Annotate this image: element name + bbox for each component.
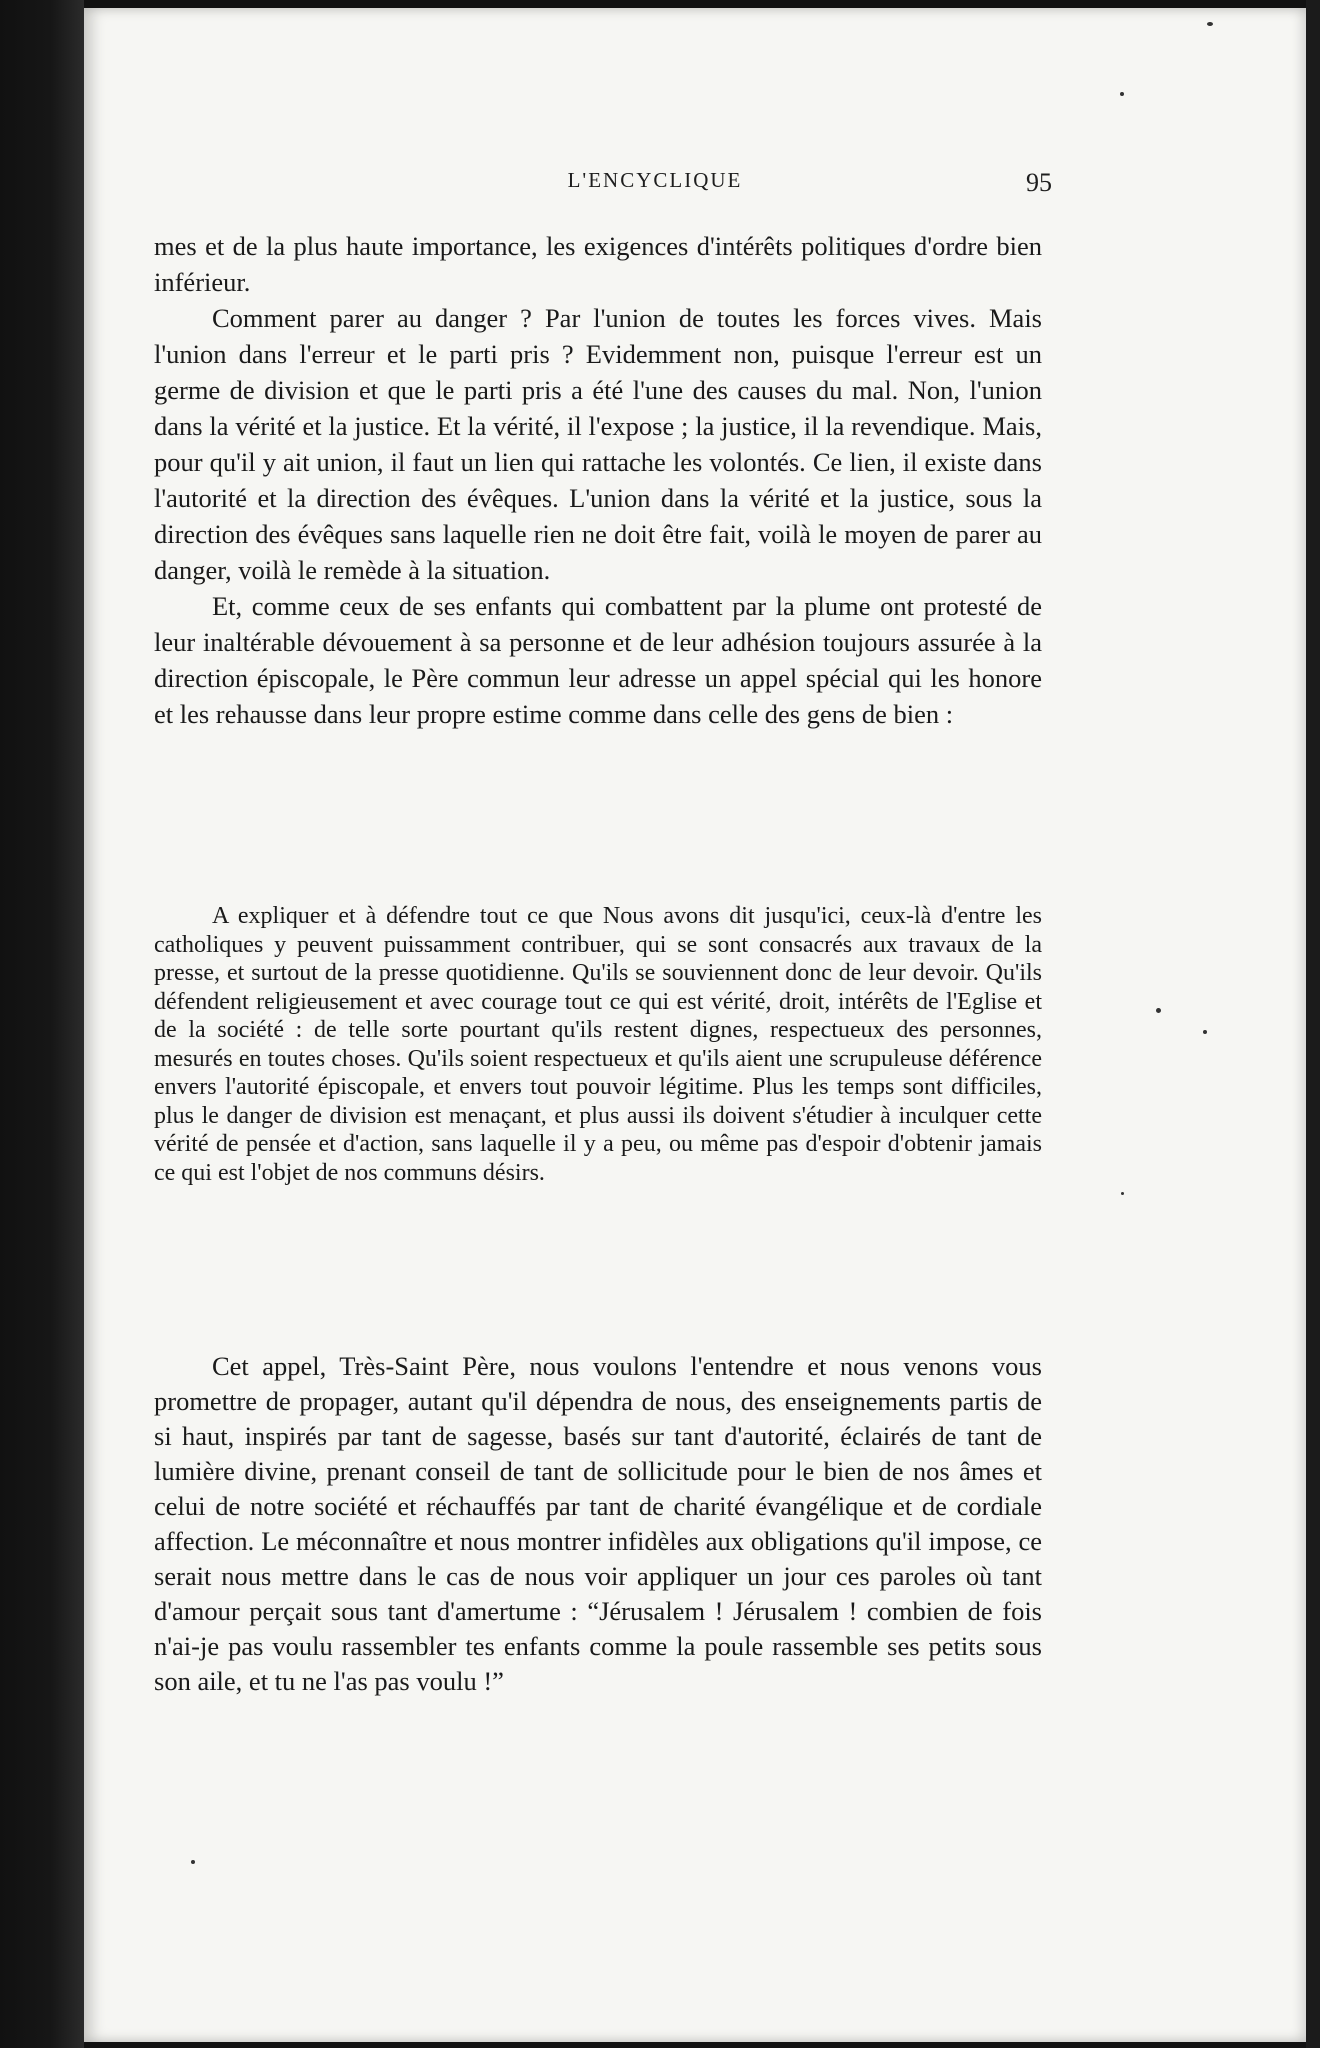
- speck: [191, 1860, 195, 1864]
- speck: [1121, 1192, 1124, 1195]
- closing-paragraph: Cet appel, Très-Saint Père, nous voulons l'entendre et nous venons vous promettre de propager, autant qu'il dépendra de nous, des enseignements partis de si haut, inspirés par tant de sagesse, basés sur tant d'autorité, éclairés de tant de lumière divine, prenant conseil de tant de sollicitude pour le bien de nos âmes et celui de notre société et réchauffés par tant de charité évangélique et de cordiale affection. Le méconnaître et nous montrer infidèles aux obligations qu'il impose, ce serait nous mettre dans le cas de nous voir appliquer un jour ces paroles où tant d'amour perçait sous tant d'amertume : “Jérusalem ! Jérusalem ! combien de fois n'ai-je pas voulu rassembler tes enfants comme la poule rassemble ses petits sous son aile, et tu ne l'as pas voulu !”: [154, 1351, 1042, 1696]
- paragraph-appeal-intro: Et, comme ceux de ses enfants qui combattent par la plume ont protesté de leur inaltérable dévouement à sa personne et de leur adhésion toujours assurée à la direction épiscopale, le Père commun leur adresse un appel spécial qui les honore et les rehausse dans leur propre estime comme dans celle des gens de bien :: [154, 591, 1042, 729]
- speck: [1120, 92, 1124, 96]
- scan-right-margin: [1306, 0, 1320, 2048]
- speck: [1207, 22, 1213, 26]
- quote-paragraph: A expliquer et à défendre tout ce que Nous avons dit jusqu'ici, ceux-là d'entre les catholiques y peuvent puissamment contribuer, qui se sont consacrés aux travaux de la presse, et surtout de la presse quotidienne. Qu'ils se souviennent donc de leur devoir. Qu'ils défendent religieusement et avec courage tout ce qui est vérité, droit, intérêts de l'Eglise et de la société : de telle sorte pourtant qu'ils restent dignes, respectueux des personnes, mesurés en toutes choses. Qu'ils soient respectueux et qu'ils aient une scrupuleuse déférence envers l'autorité épiscopale, et envers tout pouvoir légitime. Plus les temps sont difficiles, plus le danger de division est menaçant, et plus aussi ils doivent s'étudier à inculquer cette vérité de pensée et d'action, sans laquelle il y a peu, ou même pas d'espoir d'obtenir jamais ce qui est l'objet de nos communs désirs.: [154, 903, 1042, 1186]
- paragraph-continuation: mes et de la plus haute importance, les exigences d'intérêts politiques d'ordre bien inférieur.: [154, 231, 1042, 297]
- scan-left-margin: [0, 0, 84, 2048]
- closing-text: [154, 1349, 1042, 1699]
- paragraph-union: Comment parer au danger ? Par l'union de toutes les forces vives. Mais l'union dans l'erreur et le parti pris ? Evidemment non, puisque l'erreur est un germe de division et que le parti pris a été l'une des causes du mal. Non, l'union dans la vérité et la justice. Et la vérité, il l'expose ; la justice, il la revendique. Mais, pour qu'il y ait union, il faut un lien qui rattache les volontés. Ce lien, il existe dans l'autorité et la direction des évêques. L'union dans la vérité et la justice, sous la direction des évêques sans laquelle rien ne doit être fait, voilà le moyen de parer au danger, voilà le remède à la situation.: [154, 303, 1042, 585]
- encyclical-quote: [154, 902, 1042, 1187]
- speck: [1203, 1030, 1207, 1034]
- body-text: [154, 228, 1042, 732]
- running-title: L'ENCYCLIQUE: [567, 168, 743, 192]
- page-number: 95: [1026, 168, 1052, 197]
- speck: [1156, 1008, 1161, 1013]
